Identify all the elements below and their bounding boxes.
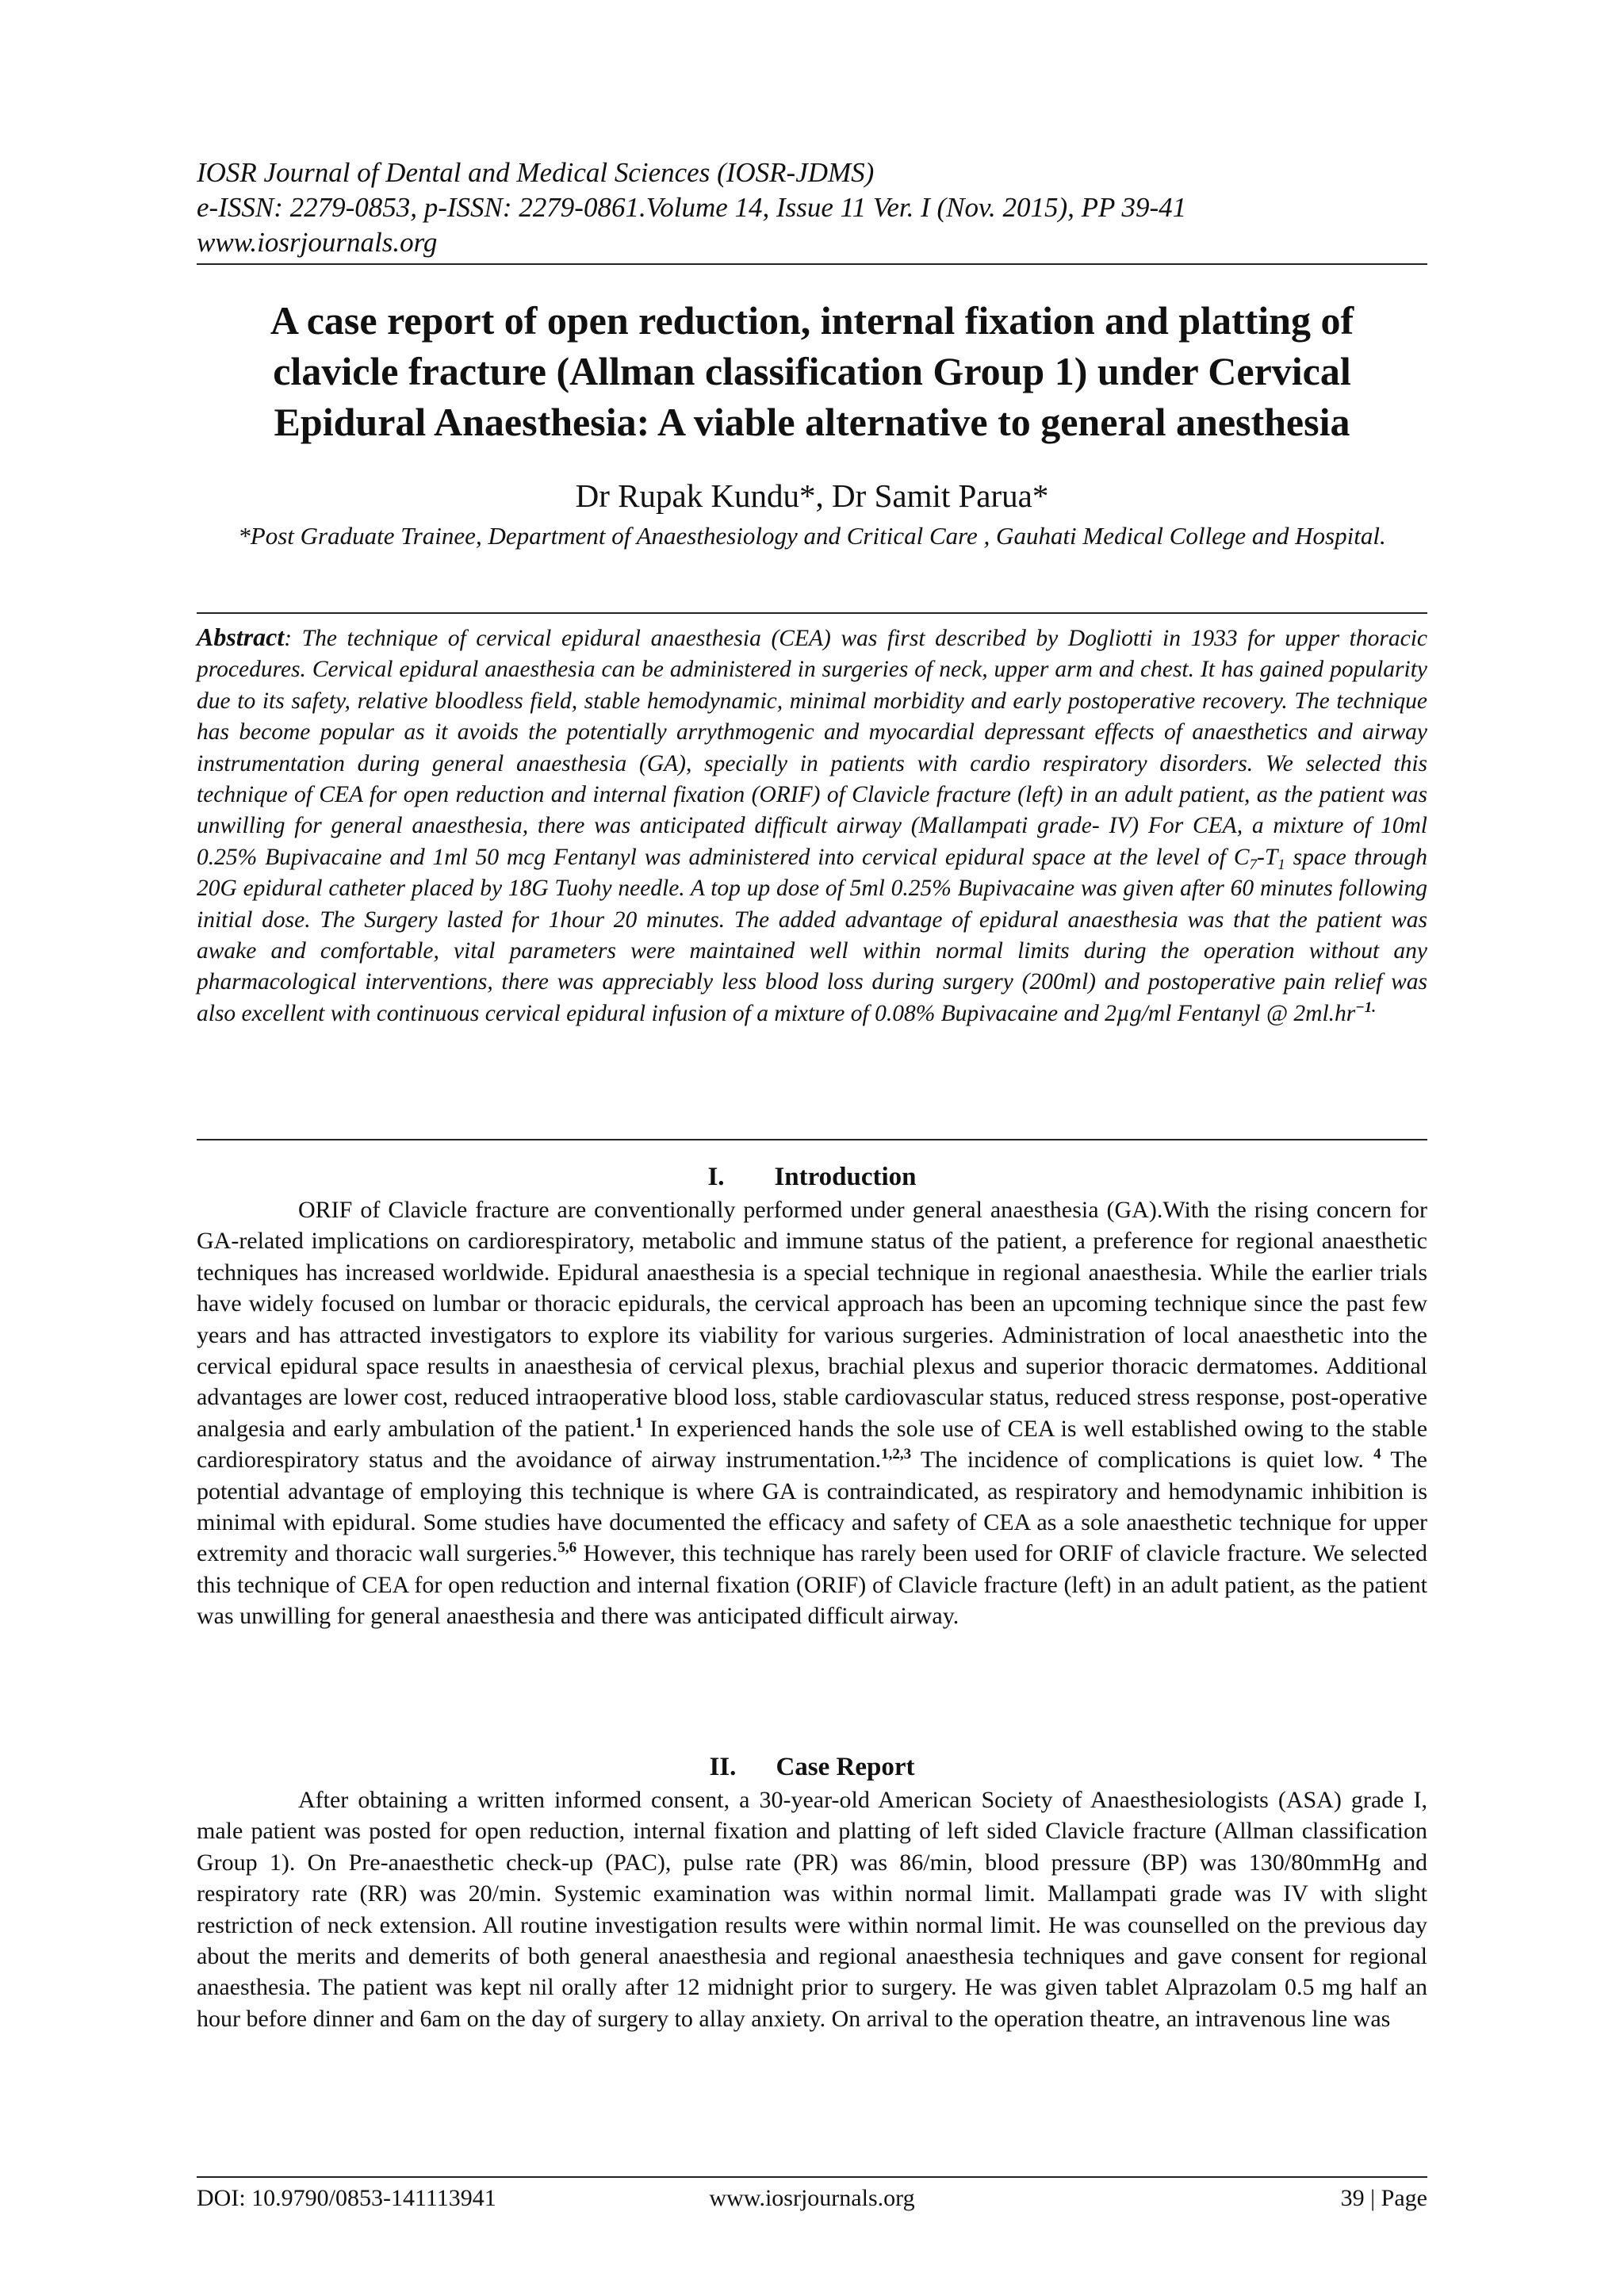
title-line: A case report of open reduction, internal fixation and platting of xyxy=(270,298,1354,343)
page-footer xyxy=(197,2183,1427,2214)
section-heading-case-report xyxy=(197,1751,1427,1783)
journal-header xyxy=(197,155,1427,260)
abstract xyxy=(197,622,1427,1029)
section-number: II. xyxy=(709,1753,737,1781)
abstract-text: : The technique of cervical epidural anaesthesia (CEA) was first described by Dogliotti in 1933 for upper thoracic procedures. Cervical epidural anaesthesia can be administered in surgeries of neck, upper arm and chest. It has gained popularity due to its safety, relative bloodless field, stable hemodynamic, minimal morbidity and early postoperative recovery. The technique has become popular as it avoids the potentially arrythmogenic and myocardial depressant effects of anaesthetics and airway instrumentation during general anaesthesia (GA), specially in patients with cardio respiratory disorders. We selected this technique of CEA for open reduction and internal fixation (ORIF) of Clavicle fracture (left) in an adult patient, as the patient was unwilling for general anaesthesia, there was anticipated difficult airway (Mallampati grade- IV) For CEA, a mixture of 10ml 0.25% Bupivacaine and 1ml 50 mcg Fentanyl was administered into cervical epidural space at the level of C xyxy=(197,626,1427,870)
abstract-divider-top xyxy=(197,612,1427,614)
paragraph-text: ORIF of Clavicle fracture are conventionally performed under general anaesthesia (GA).With the rising concern for GA-related implications on cardiorespiratory, metabolic and immune status of the patient, a preference for regional anaesthetic techniques has increased worldwide. Epidural anaesthesia is a special technique in regional anaesthesia. While the earlier trials have widely focused on lumbar or thoracic epidurals, the cervical approach has been an upcoming technique since the past few years and has attracted investigators to explore its viability for various surgeries. Administration of local anaesthetic into the cervical epidural space results in anaesthesia of cervical plexus, brachial plexus and superior thoracic dermatomes. Additional advantages are lower cost, reduced intraoperative blood loss, stable cardiovascular status, reduced stress response, post-operative analgesia and early ambulation of the patient. xyxy=(197,1197,1427,1442)
header-divider xyxy=(197,263,1427,265)
paragraph-text: The incidence of complications is quiet low. xyxy=(911,1447,1374,1474)
citation: 4 xyxy=(1373,1446,1381,1463)
footer-divider xyxy=(197,2176,1427,2178)
abstract-text: -T xyxy=(1257,844,1278,870)
abstract-label: Abstract xyxy=(197,623,285,651)
journal-name: IOSR Journal of Dental and Medical Sciences (IOSR-JDMS) xyxy=(197,157,875,188)
introduction-paragraph xyxy=(197,1194,1427,1632)
footer-website[interactable]: www.iosrjournals.org xyxy=(709,2185,915,2211)
section-title: Introduction xyxy=(774,1163,917,1191)
citation: 5,6 xyxy=(557,1539,577,1557)
abstract-text: space through 20G epidural catheter placed by 18G Tuohy needle. A top up dose of 5ml 0.25% Bupivacaine was given after 60 minutes following initial dose. The Surgery lasted for 1hour 20 minutes. The added advantage of epidural anaesthesia was that the patient was awake and comfortable, vital parameters were maintained well within normal limits during the operation without any pharmacological interventions, there was appreciably less blood loss during surgery (200ml) and postoperative pain relief was also excellent with continuous cervical epidural infusion of a mixture of 0.08% Bupivacaine and 2µg/ml Fentanyl @ 2ml.hr xyxy=(197,844,1427,1026)
paragraph-text: However, this technique has rarely been used for ORIF of clavicle fracture. We selected this technique of CEA for open reduction and internal fixation (ORIF) of Clavicle fracture (left) in an adult patient, as the patient was unwilling for general anaesthesia and there was anticipated difficult airway. xyxy=(197,1540,1427,1630)
journal-website[interactable]: www.iosrjournals.org xyxy=(197,227,438,258)
authors: Dr Rupak Kundu*, Dr Samit Parua* xyxy=(575,477,1049,514)
affiliation: *Post Graduate Trainee, Department of Anaesthesiology and Critical Care , Gauhati Medical College and Hospital. xyxy=(238,522,1386,550)
case-report-paragraph: After obtaining a written informed consent, a 30-year-old American Society of Anaesthesiologists (ASA) grade I, male patient was posted for open reduction, internal fixation and platting of left sided Clavicle fracture (Allman classification Group 1). On Pre-anaesthetic check-up (PAC), pulse rate (PR) was 86/min, blood pressure (BP) was 130/80mmHg and respiratory rate (RR) was 20/min. Systemic examination was within normal limit. Mallampati grade was IV with slight restriction of neck extension. All routine investigation results were within normal limit. He was counselled on the previous day about the merits and demerits of both general anaesthesia and regional anaesthesia techniques and gave consent for regional anaesthesia. The patient was kept nil orally after 12 midnight prior to surgery. He was given tablet Alprazolam 0.5 mg half an hour before dinner and 6am on the day of surgery to allay anxiety. On arrival to the operation theatre, an intravenous line was xyxy=(197,1787,1427,2032)
footer-doi: DOI: 10.9790/0853-141113941 xyxy=(197,2185,496,2211)
paragraph-text: In experienced hands the sole use of CEA is well established owing to the stable cardiorespiratory status and the avoidance of airway instrumentation. xyxy=(197,1415,1428,1474)
citation: 1 xyxy=(635,1414,643,1432)
abstract-superscript: −1. xyxy=(1355,999,1377,1016)
title-line: Epidural Anaesthesia: A viable alternative to general anesthesia xyxy=(274,400,1350,444)
citation: 1,2,3 xyxy=(881,1446,912,1463)
section-heading-introduction xyxy=(197,1161,1427,1193)
title-line: clavicle fracture (Allman classification Group 1) under Cervical xyxy=(273,349,1351,393)
section-title: Case Report xyxy=(776,1753,915,1781)
abstract-subscript: 7 xyxy=(1249,856,1258,873)
journal-issn: e-ISSN: 2279-0853, p-ISSN: 2279-0861.Volume 14, Issue 11 Ver. I (Nov. 2015), PP 39-41 xyxy=(197,192,1187,223)
paper-title xyxy=(197,295,1427,447)
abstract-divider-bottom xyxy=(197,1139,1427,1140)
footer-page-number: 39 | Page xyxy=(1340,2185,1427,2211)
paragraph-text: The potential advantage of employing this technique is where GA is contraindicated, as respiratory and hemodynamic inhibition is minimal with epidural. Some studies have documented the efficacy and safety of CEA as a sole anaesthetic technique for upper extremity and thoracic wall surgeries. xyxy=(197,1447,1427,1567)
abstract-subscript: 1 xyxy=(1277,856,1285,873)
section-number: I. xyxy=(707,1163,725,1191)
